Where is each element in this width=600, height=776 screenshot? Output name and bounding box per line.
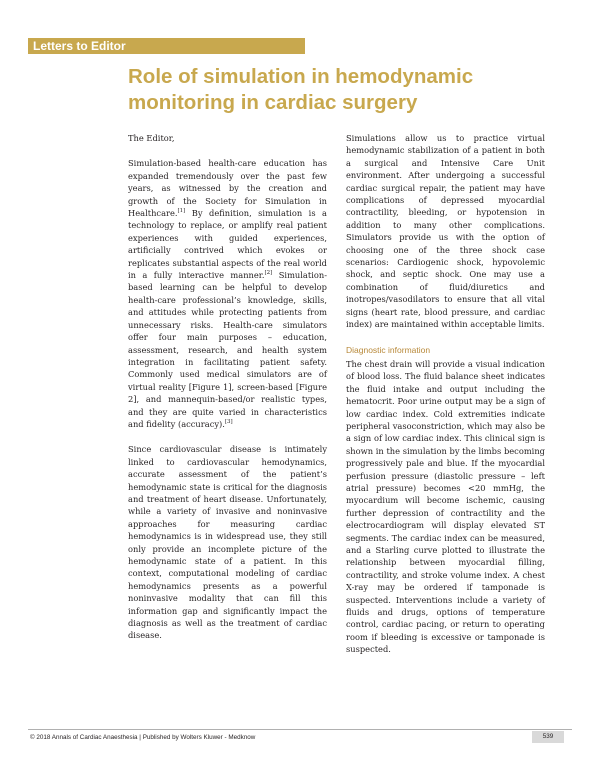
left-column	[128, 132, 327, 655]
subheading-diagnostic: Diagnostic information	[346, 344, 431, 355]
paragraph-intro	[128, 157, 327, 430]
text-run: Simulation-based health-care education has expanded tremendously over the past few years, as witnessed by the creation and growth of the Society for Simulation in Healthcare.	[128, 158, 327, 219]
right-column	[346, 132, 545, 669]
reference-1[interactable]: [1]	[177, 208, 186, 215]
reference-3[interactable]: [3]	[224, 419, 233, 426]
paragraph-diagnostic: The chest drain will provide a visual indication of blood loss. The fluid balance sheet indicates the fluid intake and output including the hematocrit. Poor urine output may be a sign of low cardiac index. Cold extremities indicate peripheral vasoconstriction, which may also be a sign of low cardiac index. This clinical sign is shown in the simulation by the limbs becoming progressively pale and blue. If the myocardial perfusion pressure (diastolic pressure – left atrial pressure) becomes <20 mmHg, the myocardium will become ischemic, causing further depression of contractility and the electrocardiogram will display elevated ST segments. The cardiac index can be measured, and a Starling curve plotted to illustrate the relationship between myocardial filling, contractility, and stroke volume index. A chest X-ray may be ordered if tamponade is suspected. Interventions include a variety of fluids and drugs, options of temperature control, cardiac pacing, or return to operating room if bleeding is excessive or tamponade is suspected.	[346, 358, 545, 655]
footer-divider	[28, 729, 572, 730]
footer-citation: © 2018 Annals of Cardiac Anaesthesia | Published by Wolters Kluwer - Medknow	[30, 734, 256, 741]
section-label: Letters to Editor	[33, 39, 126, 53]
paragraph-simulations: Simulations allow us to practice virtual hemodynamic stabilization of a patient in both a surgical and Intensive Care Unit environment. After undergoing a successful cardiac surgical repair, the patient may have complications of depressed myocardial contractility, bleeding, or hypotension in addition to many other complications. Simulators provide us with the option of choosing one of the three shock case scenarios: Cardiogenic shock, hypovolemic shock, and septic shock. One may use a combination of fluid/diuretics and inotropes/vasodilators to ensure that all vital signs (heart rate, blood pressure, and cardiac index) are maintained within acceptable limits.	[346, 133, 545, 330]
page-number: 539	[532, 731, 564, 743]
title-line-1: Role of simulation in hemodynamic	[128, 65, 474, 88]
paragraph-cardiovascular: Since cardiovascular disease is intimately linked to cardiovascular hemodynamics, accurate assessment of the patient’s hemodynamic state is critical for the diagnosis and treatment of heart disease. Unfortunately, while a variety of invasive and noninvasive approaches for measuring cardiac hemodynamics is in widespread use, they still only provide an incomplete picture of the hemodynamic state of a patient. In this context, computational modeling of cardiac hemodynamics presents as a powerful noninvasive modality that can fill this information gap and significantly impact the diagnosis as well as the treatment of cardiac disease.	[128, 444, 327, 641]
text-run: Simulation-based learning can be helpful to develop health-care professional’s knowledge, skills, and attitudes while protecting patients from unnecessary risks. Health-care simulators offer four main purposes – education, assessment, research, and health system integration in facilitating patient safety. Commonly used medical simulators are of virtual reality [Figure 1], screen-based [Figure 2], and mannequin-based/or realistic types, and they are quite varied in characteristics and fidelity (accuracy).	[128, 270, 328, 429]
article-title	[128, 64, 568, 116]
text-run: By definition, simulation is a technology to replace, or amplify real patient experiences with guided experiences, artificially contrived which evokes or replicates substantial aspects of the real world in a fully interactive manner.	[128, 208, 327, 281]
reference-2[interactable]: [2]	[264, 270, 273, 277]
salutation: The Editor,	[128, 133, 175, 143]
title-line-2: monitoring in cardiac surgery	[128, 91, 418, 114]
